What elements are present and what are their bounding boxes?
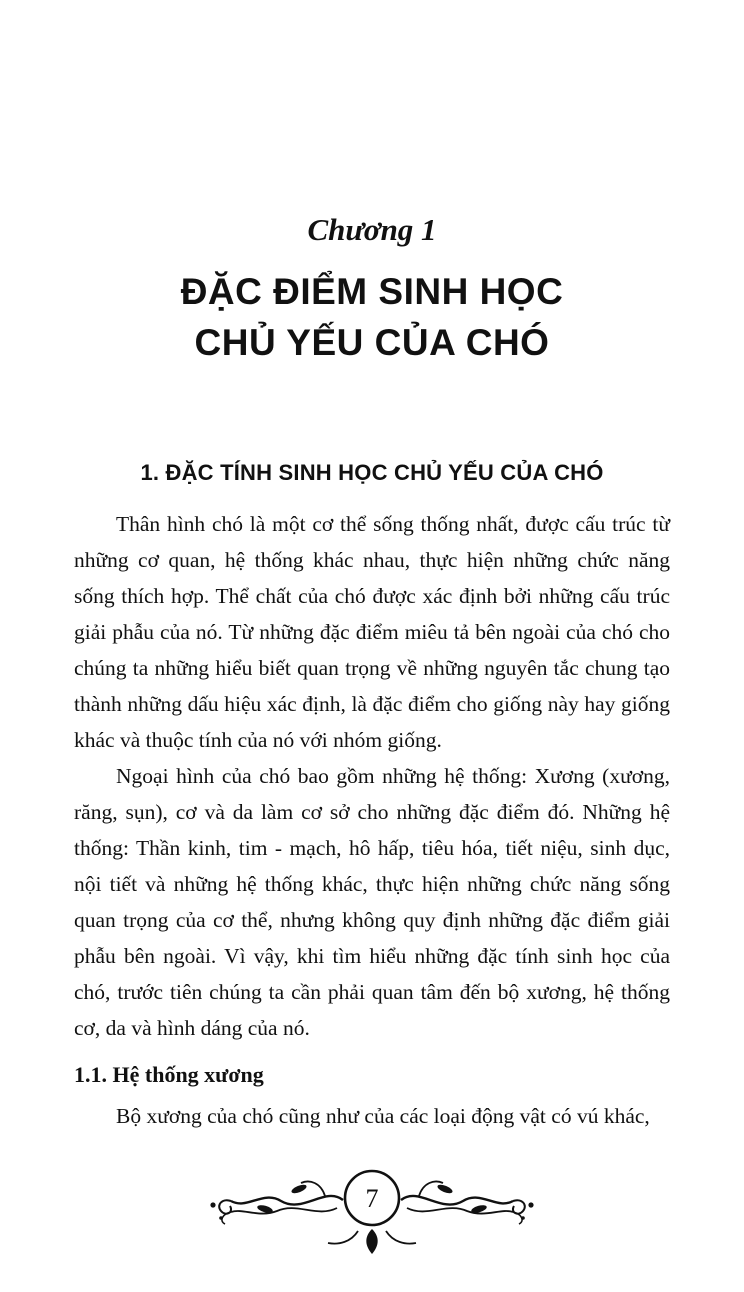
chapter-label: Chương 1 (307, 212, 437, 247)
subsection-heading: 1.1. Hệ thống xương (74, 1062, 264, 1088)
page-number: 7 (365, 1184, 379, 1214)
bottom-drop-ornament (366, 1229, 377, 1254)
chapter-title (74, 266, 670, 368)
paragraph-1: Thân hình chó là một cơ thể sống thống nhất, được cấu trúc từ những cơ quan, hệ thống khác nhau, thực hiện những chức năng sống thích hợp. Thể chất của chó được xác định bởi những cấu trúc giải phẫu của nó. Từ những đặc điểm miêu tả bên ngoài của chó cho chúng ta những hiểu biết quan trọng về những nguyên tắc chung tạo thành những dấu hiệu xác định, là đặc điểm cho giống này hay giống khác và thuộc tính của nó với nhóm giống. (74, 512, 670, 753)
paragraph-2: Ngoại hình của chó bao gồm những hệ thống: Xương (xương, răng, sụn), cơ và da làm cơ sở cho những đặc điểm đó. Những hệ thống: Thần kinh, tim - mạch, hô hấp, tiêu hóa, tiết niệu, sinh dục, nội tiết và những hệ thống khác, thực hiện những chức năng sống quan trọng của cơ thể, nhưng không quy định những đặc điểm giải phẫu bên ngoài. Vì vậy, khi tìm hiểu những đặc tính sinh học của chó, trước tiên chúng ta cần phải quan tâm đến bộ xương, hệ thống cơ, da và hình dáng của nó. (74, 764, 670, 1041)
footer-ornament (192, 1156, 552, 1264)
bottom-left-curl (328, 1231, 358, 1244)
section-heading: 1. ĐẶC TÍNH SINH HỌC CHỦ YẾU CỦA CHÓ (140, 460, 604, 486)
bottom-right-curl (386, 1231, 416, 1244)
flourish-right (401, 1182, 534, 1224)
chapter-title-line1: ĐẶC ĐIỂM SINH HỌC (180, 271, 564, 312)
flourish-left (210, 1182, 343, 1224)
paragraph-3: Bộ xương của chó cũng như của các loại động vật có vú khác, (116, 1104, 650, 1129)
chapter-title-line2: CHỦ YẾU CỦA CHÓ (194, 322, 550, 364)
page-footer (74, 1156, 670, 1269)
